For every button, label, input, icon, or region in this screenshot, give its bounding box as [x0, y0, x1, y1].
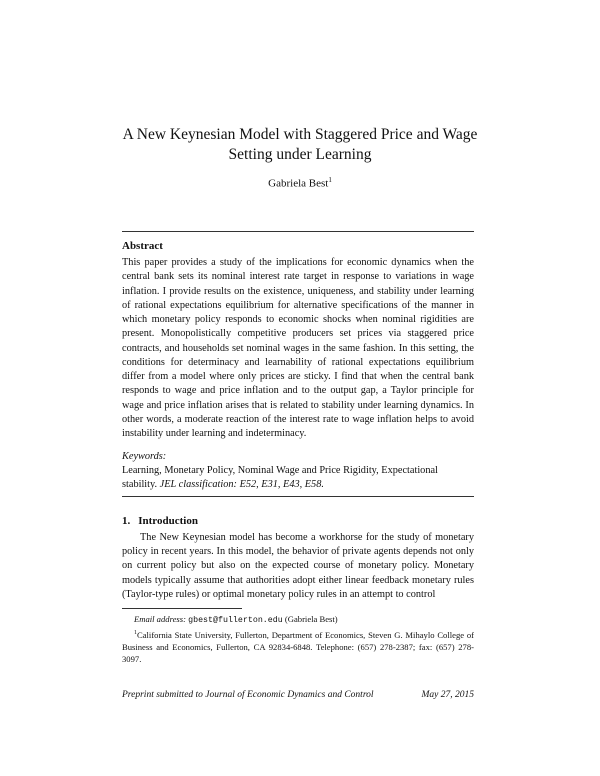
introduction-paragraph: The New Keynesian model has become a workhorse for the study of monetary policy in recent years. In this model, the behavior of private agents depends not only on current policy but also on the expected course of monetary policy. Monetary models typically assume that authorities adopt either linear feedback monetary rules (Taylor-type rules) or optimal monetary policy rules in an attempt to control — [122, 532, 474, 600]
author-name: Gabriela Best — [268, 177, 329, 190]
author-line — [0, 176, 600, 190]
abstract-text: This paper provides a study of the implications for economic dynamics when the central bank sets its nominal interest rate target in response to variations in wage inflation. I provide results on the existence, uniqueness, and stability under learning of rational expectations equilibrium for alternative specifications of the manner in which monetary policy responds to economic shocks when nominal rigidities are present. Monopolistically competitive producers set prices via staggered price contracts, and households set nominal wages in the same fashion. In this setting, the conditions for determinacy and learnability of rational expectations equilibrium differ from a model where only prices are sticky. I find that when the central bank responds to wage and price inflation and to the output gap, a Taylor principle for wage and price inflation arises that is related to stability under learning dynamics. In other words, a moderate reaction of the interest rate to wage inflation helps to avoid instability under learning and indeterminacy. — [122, 257, 474, 439]
email-label: Email address: — [134, 614, 186, 624]
footnote-rule — [122, 608, 242, 609]
footnotes — [122, 613, 474, 665]
preprint-date: May 27, 2015 — [421, 690, 474, 700]
affiliation-text: California State University, Fullerton, Department of Economics, Steven G. Mihaylo College of Business and Economics, Fullerton, CA 92834-6848. Telephone: (657) 278-2387; fax: (657) 278-3097. — [122, 629, 474, 664]
jel-classification: JEL classification: E52, E31, E43, E58. — [159, 479, 324, 490]
keywords-heading: Keywords: — [122, 451, 167, 462]
abstract-heading: Abstract — [122, 240, 163, 252]
keywords-text: Learning, Monetary Policy, Nominal Wage and Price Rigidity, Expectational stability. — [122, 465, 438, 490]
abstract-top-rule — [122, 231, 474, 232]
email-name: (Gabriela Best) — [284, 614, 338, 624]
keywords-block — [122, 464, 474, 492]
abstract-bottom-rule — [122, 496, 474, 497]
section-title: Introduction — [138, 515, 198, 527]
author-footnote-mark: 1 — [328, 176, 332, 184]
section-heading — [122, 515, 198, 527]
email-address[interactable]: gbest@fullerton.edu — [188, 616, 283, 625]
footnote-mark: 1 — [134, 630, 137, 636]
email-footnote — [122, 613, 474, 627]
affiliation-footnote — [122, 627, 474, 665]
section-number: 1. — [122, 515, 131, 527]
preprint-note: Preprint submitted to Journal of Economic Dynamics and Control — [122, 690, 374, 700]
paper-title: A New Keynesian Model with Staggered Price and Wage Setting under Learning — [122, 126, 478, 163]
